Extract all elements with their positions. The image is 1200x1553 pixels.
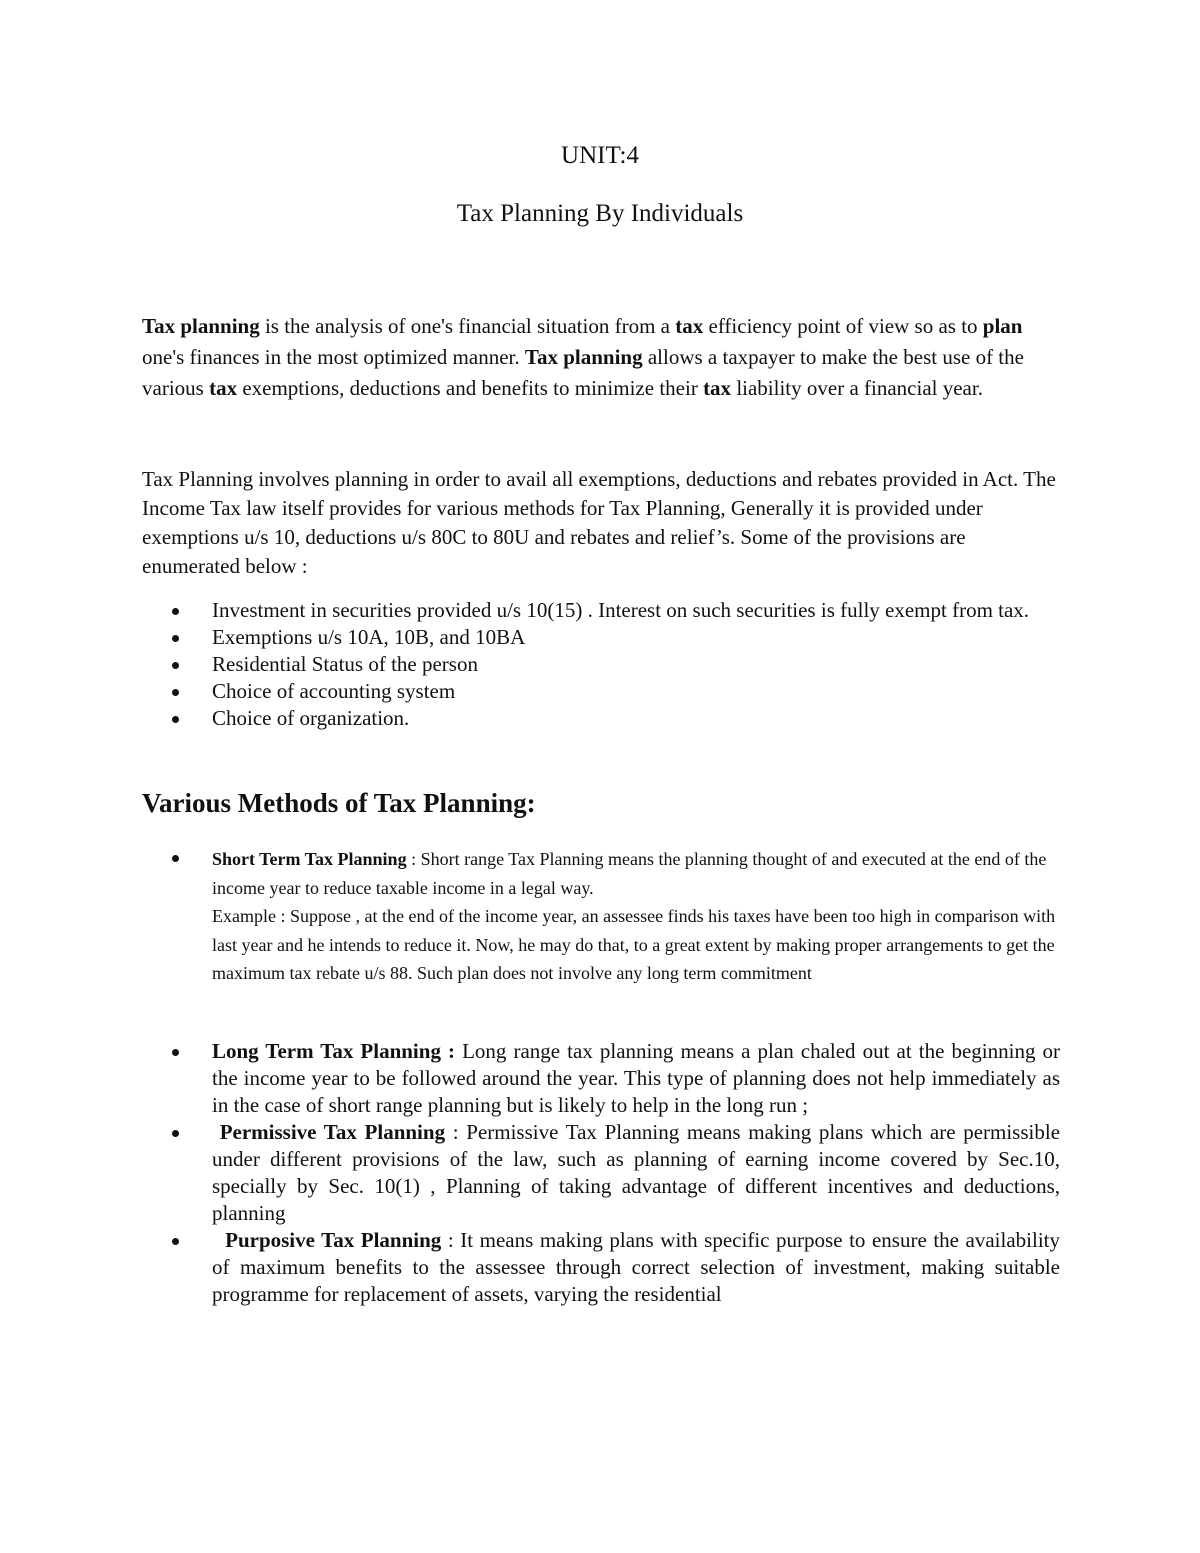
provisions-list <box>212 597 1062 732</box>
list-item-permissive <box>212 1119 1060 1227</box>
text-run: liability over a financial year. <box>731 376 983 400</box>
bullet-icon <box>172 716 179 723</box>
bullet-icon <box>172 608 179 615</box>
list-item <box>212 705 1062 732</box>
method-text: Long range tax planning means a plan chaled out at the beginning or the income year to be followed around the year. This type of planning does not help immediately as in the case of short range planning but is likely to help in the long run ; <box>212 1039 1060 1117</box>
bold-term: tax <box>675 314 704 338</box>
list-item-long-term <box>212 1038 1060 1119</box>
intro-paragraph <box>142 311 1062 404</box>
methods-list <box>212 1038 1060 1308</box>
list-item <box>212 678 1062 705</box>
bold-term: tax <box>703 376 732 400</box>
text-run: is the analysis of one's financial situation from a <box>259 314 676 338</box>
list-item-text: Choice of accounting system <box>212 679 456 703</box>
method-label: Short Term Tax Planning <box>212 849 407 869</box>
bold-term: tax <box>209 376 238 400</box>
unit-label: UNIT:4 <box>561 142 639 169</box>
method-text: : It means making plans with specific purpose to ensure the availability of maximum benefits to the assessee through correct selection of investment, making suitable programme for replacement of assets, varying the residential <box>212 1228 1061 1306</box>
method-text: : Short range Tax Planning means the planning thought of and executed at the end of the income year to reduce taxable income in a legal way. <box>212 849 1047 898</box>
text-run: exemptions, deductions and benefits to minimize their <box>237 376 704 400</box>
bold-term: Tax planning <box>524 345 643 369</box>
list-item-short-term <box>212 845 1062 988</box>
bullet-icon <box>172 662 179 669</box>
section-heading: Various Methods of Tax Planning: <box>142 788 536 818</box>
bullet-icon <box>172 1238 179 1245</box>
list-item <box>212 651 1062 678</box>
page-title: Tax Planning By Individuals <box>456 200 744 227</box>
list-item-text: Residential Status of the person <box>212 652 478 676</box>
bold-term: Tax planning <box>142 314 260 338</box>
list-item <box>212 624 1062 651</box>
bullet-icon <box>172 689 179 696</box>
text-run: efficiency point of view so as to <box>703 314 983 338</box>
list-item-text: Exemptions u/s 10A, 10B, and 10BA <box>212 625 526 649</box>
bold-term: plan <box>982 314 1023 338</box>
text-run: allows a taxpayer to make the best use of the various <box>142 345 1024 400</box>
method-label: Long Term Tax Planning : <box>212 1039 456 1063</box>
bullet-icon <box>172 1130 179 1137</box>
list-item-text: Choice of organization. <box>212 706 410 730</box>
bullet-icon <box>172 1049 179 1056</box>
list-item <box>212 597 1062 624</box>
method-label: Permissive Tax Planning <box>219 1120 446 1144</box>
method-label: Purposive Tax Planning <box>225 1228 442 1252</box>
method-example: Example : Suppose , at the end of the income year, an assessee finds his taxes have been too high in comparison with last year and he intends to reduce it. Now, he may do that, to a great extent by making proper arrangements to get the maximum tax rebate u/s 88. Such plan does not involve any long term commitment <box>212 906 1056 983</box>
short-term-list <box>212 845 1062 988</box>
text-run: one's finances in the most optimized manner. <box>142 345 525 369</box>
list-item-purposive <box>212 1227 1060 1308</box>
bullet-icon <box>172 635 179 642</box>
list-item-text: Investment in securities provided u/s 10(15) . Interest on such securities is fully exempt from tax. <box>212 598 1030 622</box>
method-text: : Permissive Tax Planning means making plans which are permissible under different provisions of the law, such as planning of earning income covered by Sec.10, specially by Sec. 10(1) , Planning of taking advantage of different incentives and deductions, planning <box>212 1120 1061 1225</box>
provisions-paragraph: Tax Planning involves planning in order to avail all exemptions, deductions and rebates provided in Act. The Income Tax law itself provides for various methods for Tax Planning, Generally it is provided under exemptions u/s 10, deductions u/s 80C to 80U and rebates and relief’s. Some of the provisions are enumerated below : <box>142 467 1056 578</box>
bullet-icon <box>172 855 179 862</box>
